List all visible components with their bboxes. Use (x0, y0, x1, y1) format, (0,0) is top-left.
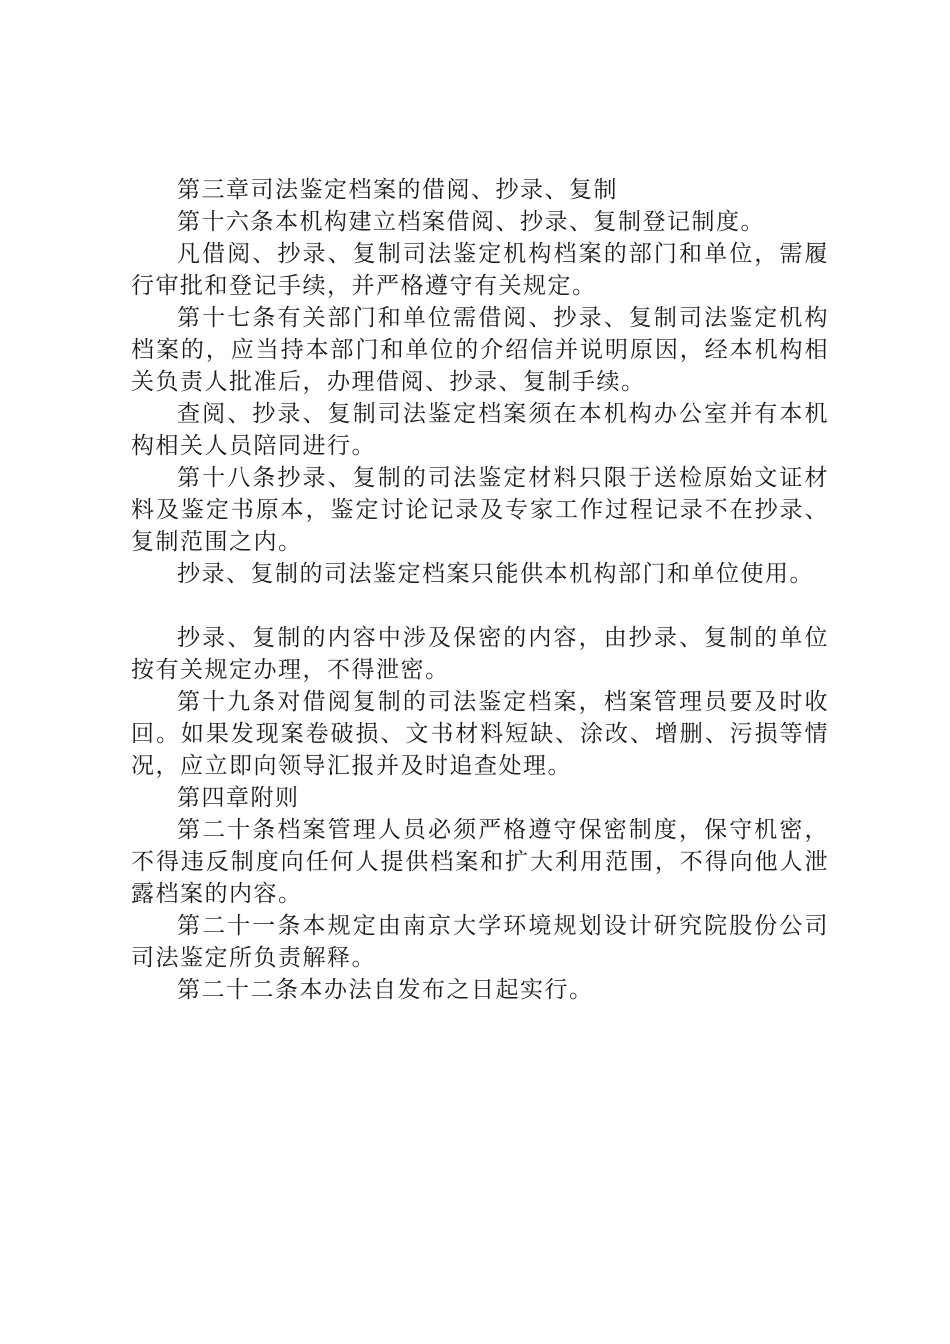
article-16: 第十六条本机构建立档案借阅、抄录、复制登记制度。 (177, 209, 765, 235)
article-20: 第二十条档案管理人员必须严格遵守保密制度，保守机密，不得违反制度向任何人提供档案和扩大利用范围，不得向他人泄露档案的内容。 (131, 817, 829, 907)
chapter-4-heading: 第四章附则 (177, 785, 300, 811)
article-21: 第二十一条本规定由南京大学环境规划设计研究院股份公司司法鉴定所负责解释。 (131, 913, 829, 971)
article-18-paragraph-confidentiality: 抄录、复制的内容中涉及保密的内容，由抄录、复制的单位按有关规定办理，不得泄密。 (131, 625, 829, 683)
article-17-paragraph: 查阅、抄录、复制司法鉴定档案须在本机构办公室并有本机构相关人员陪同进行。 (131, 401, 829, 459)
article-16-paragraph: 凡借阅、抄录、复制司法鉴定机构档案的部门和单位，需履行审批和登记手续，并严格遵守有关规定。 (131, 241, 829, 299)
article-17: 第十七条有关部门和单位需借阅、抄录、复制司法鉴定机构档案的，应当持本部门和单位的介绍信并说明原因，经本机构相关负责人批准后，办理借阅、抄录、复制手续。 (131, 305, 829, 395)
chapter-3-heading: 第三章司法鉴定档案的借阅、抄录、复制 (177, 177, 618, 203)
document-body (131, 174, 829, 1006)
article-18-paragraph-usage: 抄录、复制的司法鉴定档案只能供本机构部门和单位使用。 (177, 561, 814, 587)
article-19: 第十九条对借阅复制的司法鉴定档案，档案管理员要及时收回。如果发现案卷破损、文书材料短缺、涂改、增删、污损等情况，应立即向领导汇报并及时追查处理。 (131, 689, 829, 779)
article-22: 第二十二条本办法自发布之日起实行。 (177, 977, 594, 1003)
article-18: 第十八条抄录、复制的司法鉴定材料只限于送检原始文证材料及鉴定书原本，鉴定讨论记录及专家工作过程记录不在抄录、复制范围之内。 (131, 465, 829, 555)
